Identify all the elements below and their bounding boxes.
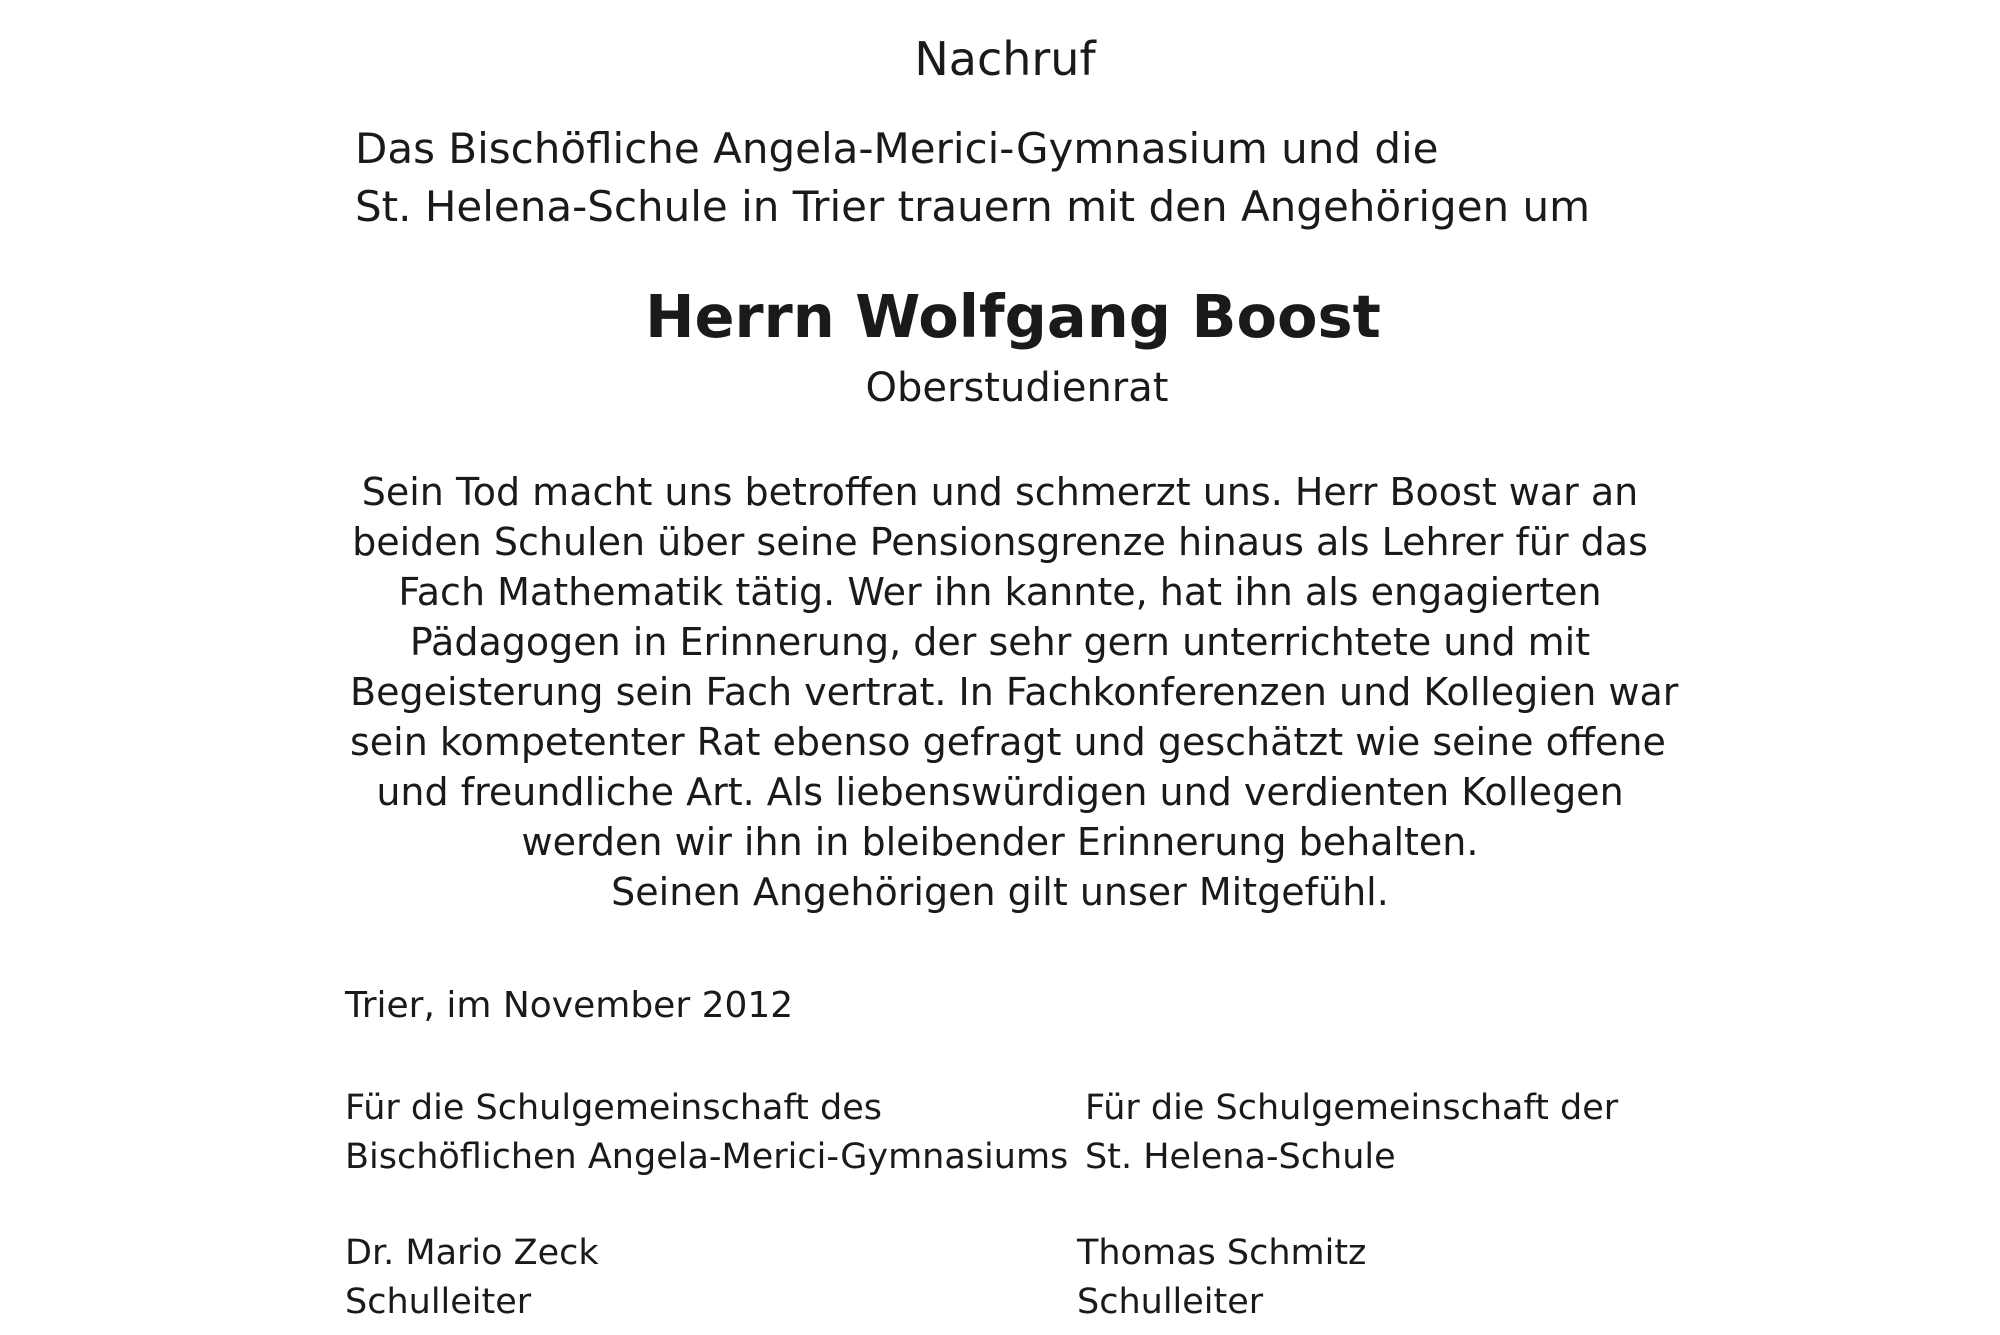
signature-org-line: Für die Schulgemeinschaft des (345, 1088, 882, 1128)
signatory-name: Dr. Mario Zeck (345, 1233, 599, 1273)
signature-org-right (1085, 1084, 1618, 1182)
date-line: Trier, im November 2012 (345, 985, 794, 1026)
signature-org-left (345, 1084, 1068, 1182)
body-line: Seinen Angehörigen gilt unser Mitgefühl. (611, 870, 1389, 914)
obituary-body (350, 467, 1679, 917)
body-line: und freundliche Art. Als liebenswürdigen und verdienten Kollegen (376, 770, 1624, 814)
signature-org-line: St. Helena-Schule (1085, 1137, 1396, 1177)
deceased-name: Herrn Wolfgang Boost (645, 282, 1381, 351)
body-line: werden wir ihn in bleibender Erinnerung behalten. (521, 820, 1479, 864)
body-line: beiden Schulen über seine Pensionsgrenze hinaus als Lehrer für das (352, 520, 1648, 564)
body-line: Sein Tod macht uns betroffen und schmerzt uns. Herr Boost war an (361, 470, 1639, 514)
intro-line: St. Helena-Schule in Trier trauern mit den Angehörigen um (355, 182, 1591, 231)
page-title: Nachruf (914, 32, 1096, 86)
body-line: Fach Mathematik tätig. Wer ihn kannte, hat ihn als engagierten (398, 570, 1602, 614)
signatory-left (345, 1229, 599, 1327)
signature-org-line: Bischöflichen Angela-Merici-Gymnasiums (345, 1137, 1069, 1177)
body-line: Pädagogen in Erinnerung, der sehr gern unterrichtete und mit (409, 620, 1591, 664)
deceased-title: Oberstudienrat (865, 365, 1169, 411)
signatory-role: Schulleiter (345, 1282, 532, 1322)
body-line: sein kompetenter Rat ebenso gefragt und geschätzt wie seine offene (350, 720, 1666, 764)
signatory-role: Schulleiter (1077, 1282, 1264, 1322)
intro-line: Das Bischöfliche Angela-Merici-Gymnasium und die (355, 124, 1439, 173)
body-line: Begeisterung sein Fach vertrat. In Fachkonferenzen und Kollegien war (350, 670, 1679, 714)
signatory-name: Thomas Schmitz (1077, 1233, 1367, 1273)
signature-org-line: Für die Schulgemeinschaft der (1085, 1088, 1619, 1128)
signatory-right (1077, 1229, 1366, 1327)
intro-text (355, 120, 1590, 236)
